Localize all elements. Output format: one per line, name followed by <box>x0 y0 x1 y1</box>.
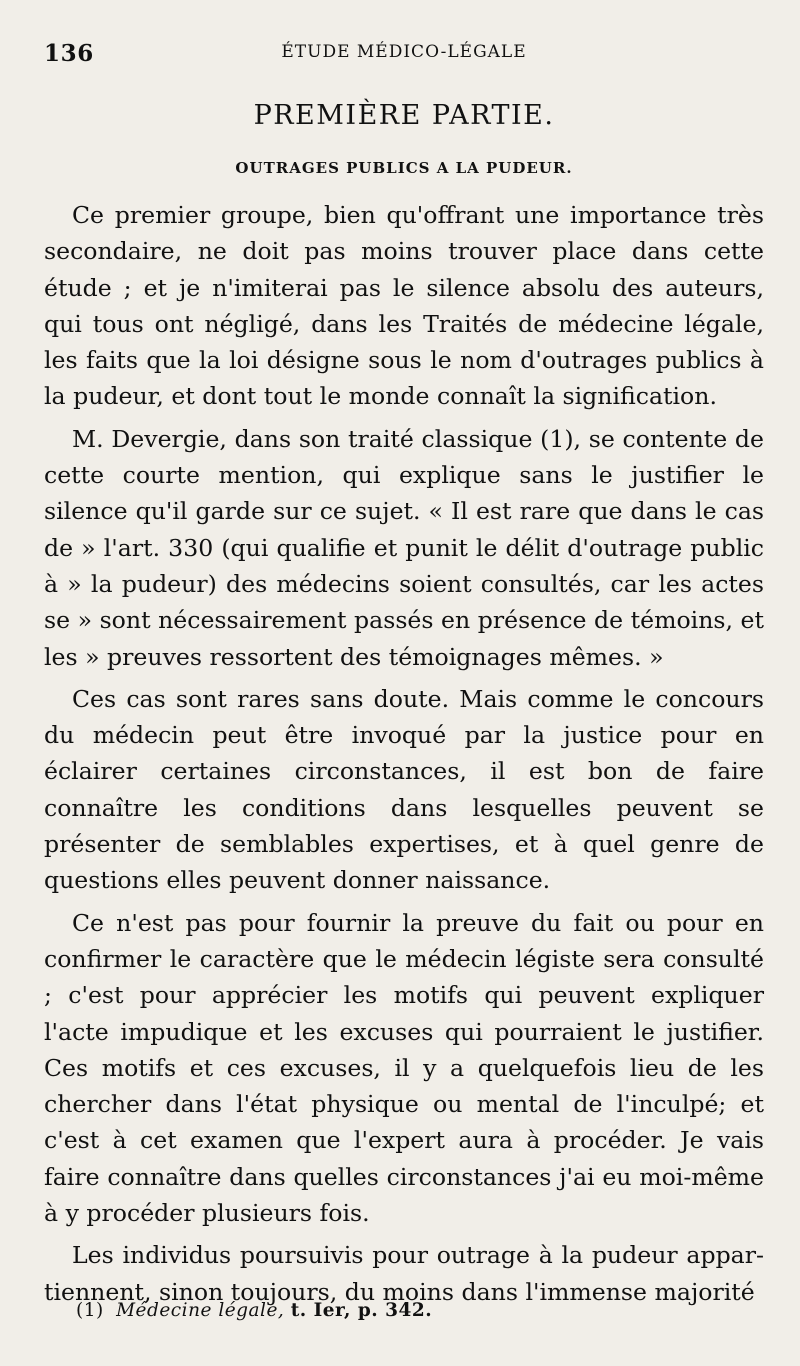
running-title: ÉTUDE MÉDICO-LÉGALE <box>281 42 527 62</box>
running-head <box>44 40 764 70</box>
footnote <box>76 1300 432 1321</box>
paragraph: Ce n'est pas pour fournir la preuve du fait ou pour en confirmer le caractère que le médecin légiste sera consulté ; c'est pour apprécier les motifs qui peuvent expliquer l'acte impudique et les excuses qui pourraient le justifier. Ces motifs et ces excuses, il y a quelquefois lieu de les chercher dans l'état physique ou mental de l'inculpé; et c'est à cet examen que l'expert aura à procéder. Je vais faire connaître dans quelles circonstances j'ai eu moi-même à y procéder plusieurs fois. <box>44 908 764 1228</box>
paragraph: Les individus poursuivis pour outrage à la pudeur appartiennent, sinon toujours, du moins dans l'immense majorité <box>44 1241 764 1306</box>
footnote-reference: t. Ier, p. 342. <box>290 1300 433 1321</box>
paragraph: M. Devergie, dans son traité classique (1), se contente de cette courte mention, qui explique sans le justifier le silence qu'il garde sur ce sujet. « Il est rare que dans le cas de » l'art. 330 (qui qualifie et punit le délit d'outrage public à » la pudeur) des médecins soient consultés, car les actes se » sont nécessairement passés en présence de témoins, et les » preuves ressortent des témoignages mêmes. » <box>44 424 764 671</box>
part-title: PREMIÈRE PARTIE. <box>253 100 555 131</box>
footnote-title: Médecine légale, <box>116 1300 285 1321</box>
page-number: 136 <box>44 40 94 67</box>
footnote-marker: (1) <box>76 1300 104 1321</box>
paragraph: Ces cas sont rares sans doute. Mais comme le concours du médecin peut être invoqué par la justice pour en éclairer certaines circonstances, il est bon de faire connaître les conditions dans lesquelles peuvent se présenter de semblables expertises, et à quel genre de questions elles peuvent donner naissance. <box>44 684 764 895</box>
section-title: OUTRAGES PUBLICS A LA PUDEUR. <box>235 159 573 177</box>
paragraph: Ce premier groupe, bien qu'offrant une importance très secondaire, ne doit pas moins trouver place dans cette étude ; et je n'imiterai pas le silence absolu des auteurs, qui tous ont négligé, dans les Traités de médecine légale, les faits que la loi désigne sous le nom d'outrages publics à la pudeur, et dont tout le monde connaît la signification. <box>44 201 764 411</box>
body-text <box>44 197 764 1310</box>
